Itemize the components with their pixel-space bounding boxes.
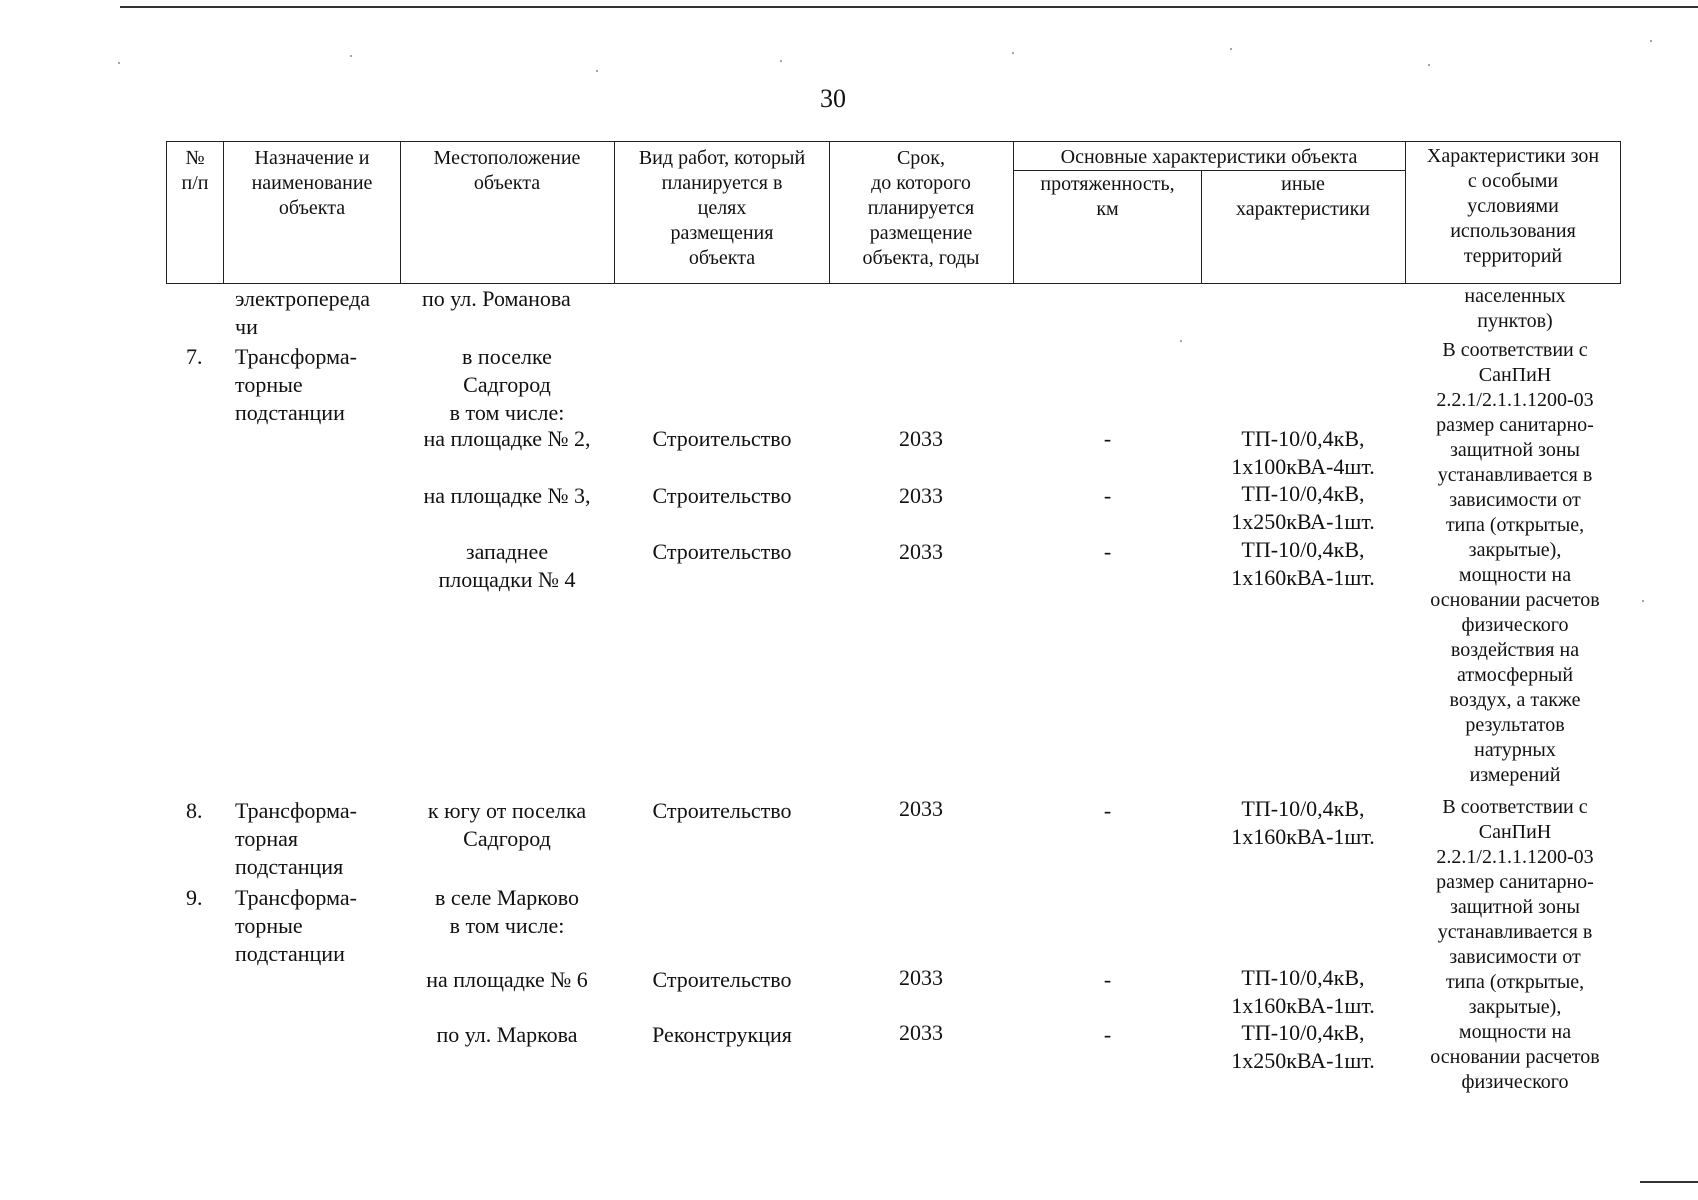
page-number: 30 xyxy=(820,84,846,113)
scan-speck xyxy=(1650,40,1652,42)
header-divider xyxy=(1405,141,1406,284)
row9-item1-work: Строительство xyxy=(652,967,792,992)
row7-item2-length: - xyxy=(1103,483,1112,508)
row9-item1-location: на площадке № 6 xyxy=(426,967,588,992)
scan-speck xyxy=(1230,48,1232,50)
row8-length: - xyxy=(1103,798,1112,823)
row7-location: в поселке Садгород в том числе: xyxy=(449,344,565,425)
header-main-characteristics: Основные характеристики объекта xyxy=(1060,146,1358,168)
header-divider xyxy=(400,141,401,284)
scan-speck xyxy=(1180,340,1182,342)
row9-num: 9. xyxy=(186,885,203,910)
row7-item2-other: ТП-10/0,4кВ, 1х250кВА-1шт. xyxy=(1231,481,1375,534)
row7-zones: В соответствии с СанПиН 2.2.1/2.1.1.1200-03 размер санитарно- защитной зоны устанавливается в зависимости от типа (открытые, закрытые), мощности на основании расчетов физического воздействия на атмосферный воздух, а также результатов натурных измерений xyxy=(1430,339,1600,786)
row8-year: 2033 xyxy=(899,796,943,821)
cont-zones: населенных пунктов) xyxy=(1464,285,1566,332)
cont-location: по ул. Романова xyxy=(422,286,571,311)
row9-item2-work: Реконструкция xyxy=(652,1022,792,1047)
row7-num: 7. xyxy=(186,344,203,369)
scan-speck xyxy=(596,70,598,72)
row7-item1-length: - xyxy=(1103,426,1112,451)
scan-speck xyxy=(118,62,120,64)
row9-item2-length: - xyxy=(1103,1022,1112,1047)
row9-item2-year: 2033 xyxy=(899,1020,943,1045)
header-other: иные характеристики xyxy=(1235,173,1370,220)
header-term: Срок, до которого планируется размещение объекта, годы xyxy=(862,147,980,269)
row7-item1-other: ТП-10/0,4кВ, 1х100кВА-4шт. xyxy=(1231,426,1375,479)
scan-speck xyxy=(1428,64,1430,66)
header-length: протяженность, км xyxy=(1040,173,1175,220)
row7-item3-location: западнее площадки № 4 xyxy=(438,539,576,592)
bottom-border-line xyxy=(1640,1181,1698,1183)
row8-other: ТП-10/0,4кВ, 1х160кВА-1шт. xyxy=(1231,796,1375,849)
row7-item2-location: на площадке № 3, xyxy=(423,483,591,508)
header-purpose: Назначение и наименование объекта xyxy=(251,147,373,219)
header-divider xyxy=(1201,170,1202,284)
row8-purpose: Трансформа- торная подстанция xyxy=(235,798,357,879)
row9-item2-other: ТП-10/0,4кВ, 1х250кВА-1шт. xyxy=(1231,1020,1375,1073)
header-num: № п/п xyxy=(181,147,209,194)
row9-item1-length: - xyxy=(1103,967,1112,992)
scan-speck xyxy=(350,55,352,57)
header-divider xyxy=(829,141,830,284)
row9-location: в селе Марково в том числе: xyxy=(434,885,580,938)
row7-item1-work: Строительство xyxy=(652,426,792,451)
row7-item3-other: ТП-10/0,4кВ, 1х160кВА-1шт. xyxy=(1231,537,1375,590)
header-zones: Характеристики зон с особыми условиями использования территорий xyxy=(1426,145,1600,267)
scan-speck xyxy=(1642,600,1644,602)
row7-item3-year: 2033 xyxy=(899,539,943,564)
row8-num: 8. xyxy=(186,798,203,823)
row9-item1-year: 2033 xyxy=(899,965,943,990)
row7-purpose: Трансформа- торные подстанции xyxy=(235,344,357,425)
header-divider xyxy=(1013,141,1014,284)
scan-speck xyxy=(780,60,782,62)
row9-purpose: Трансформа- торные подстанции xyxy=(235,885,357,966)
header-divider xyxy=(614,141,615,284)
header-subdivider xyxy=(1013,170,1405,171)
row7-item1-year: 2033 xyxy=(899,426,943,451)
scan-speck xyxy=(1012,52,1014,54)
row9-item1-other: ТП-10/0,4кВ, 1х160кВА-1шт. xyxy=(1231,965,1375,1018)
header-location: Местоположение объекта xyxy=(433,147,581,194)
header-divider xyxy=(223,141,224,284)
row8-zones: В соответствии с СанПиН 2.2.1/2.1.1.1200-03 размер санитарно- защитной зоны устанавливается в зависимости от типа (открытые, закрытые), мощности на основании расчетов физического xyxy=(1430,796,1600,1093)
row7-item2-work: Строительство xyxy=(652,483,792,508)
header-work-type: Вид работ, который планируется в целях размещения объекта xyxy=(638,147,806,269)
row8-work: Строительство xyxy=(652,798,792,823)
row9-item2-location: по ул. Маркова xyxy=(436,1022,578,1047)
row7-item3-length: - xyxy=(1103,539,1112,564)
cont-purpose: электропереда чи xyxy=(235,286,371,339)
top-border-line xyxy=(120,6,1698,8)
row7-item1-location: на площадке № 2, xyxy=(423,426,591,451)
row7-item2-year: 2033 xyxy=(899,483,943,508)
row8-location: к югу от поселка Садгород xyxy=(427,798,587,851)
row7-item3-work: Строительство xyxy=(652,539,792,564)
